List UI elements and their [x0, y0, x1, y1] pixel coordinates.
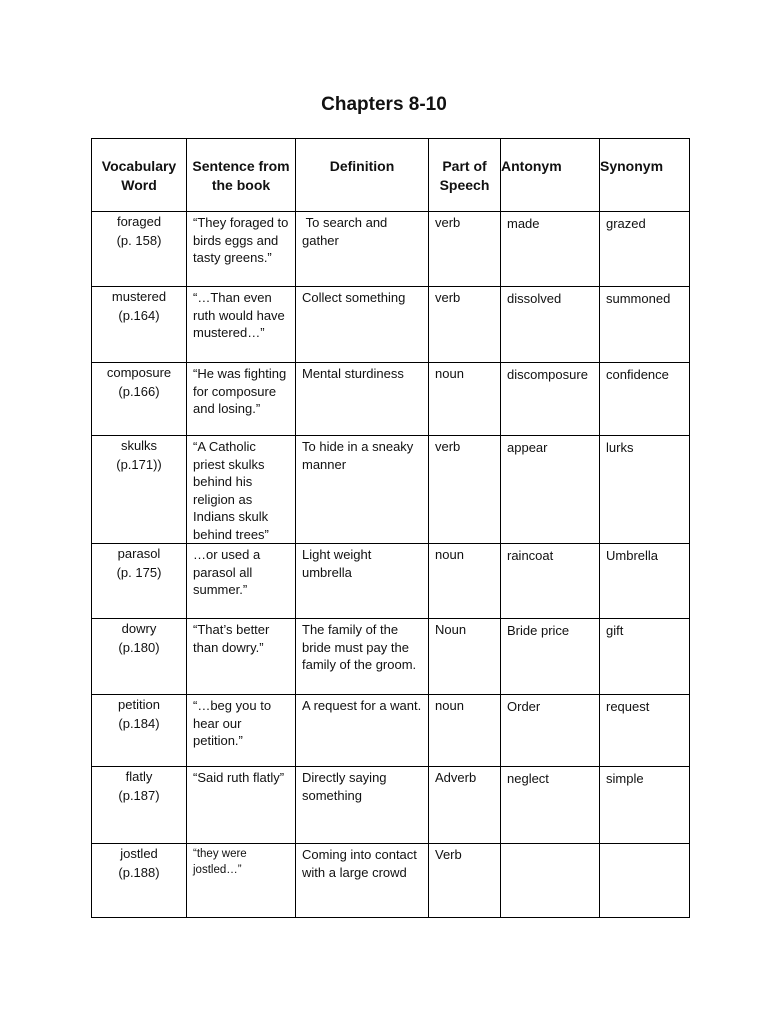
definition-cell: Directly saying something — [296, 767, 429, 844]
page-reference: (p.188) — [118, 865, 160, 880]
definition-cell: Light weight umbrella — [296, 544, 429, 619]
definition-cell: Mental sturdiness — [296, 363, 429, 436]
header-vocabulary-word: Vocabulary Word — [92, 139, 187, 212]
table-row — [92, 436, 690, 544]
part-of-speech-cell: verb — [429, 287, 501, 363]
vocabulary-word-cell — [92, 767, 187, 844]
header-sentence: Sentence from the book — [187, 139, 296, 212]
vocabulary-word: composure — [106, 365, 172, 380]
page-reference: (p.166) — [118, 384, 160, 399]
synonym-cell: summoned — [600, 287, 690, 363]
header-definition: Definition — [296, 139, 429, 212]
definition-cell: The family of the bride must pay the family of the groom. — [296, 619, 429, 695]
vocabulary-word: mustered — [111, 289, 167, 304]
definition-cell: To hide in a sneaky manner — [296, 436, 429, 544]
sentence-cell: “…Than even ruth would have mustered…” — [187, 287, 296, 363]
definition-cell: A request for a want. — [296, 695, 429, 767]
part-of-speech-cell: noun — [429, 695, 501, 767]
vocabulary-word: parasol — [117, 546, 161, 561]
sentence-cell: “Said ruth flatly” — [187, 767, 296, 844]
table-row — [92, 363, 690, 436]
sentence-cell: …or used a parasol all summer.” — [187, 544, 296, 619]
page-reference: (p.180) — [118, 640, 160, 655]
antonym-cell: neglect — [501, 767, 600, 844]
sentence-cell: “They foraged to birds eggs and tasty greens.” — [187, 212, 296, 287]
synonym-cell: lurks — [600, 436, 690, 544]
synonym-cell: Umbrella — [600, 544, 690, 619]
table-row — [92, 695, 690, 767]
vocabulary-word-cell — [92, 212, 187, 287]
vocabulary-table — [91, 138, 690, 918]
vocabulary-word-cell — [92, 363, 187, 436]
synonym-cell — [600, 844, 690, 918]
vocabulary-word-cell — [92, 287, 187, 363]
antonym-cell: made — [501, 212, 600, 287]
sentence-cell: “That’s better than dowry.” — [187, 619, 296, 695]
vocabulary-word-cell — [92, 695, 187, 767]
table-row — [92, 844, 690, 918]
vocabulary-word: dowry — [121, 621, 157, 636]
antonym-cell: dissolved — [501, 287, 600, 363]
antonym-cell: appear — [501, 436, 600, 544]
synonym-cell: confidence — [600, 363, 690, 436]
vocabulary-word: foraged — [116, 214, 162, 229]
table-row — [92, 544, 690, 619]
sentence-cell: “…beg you to hear our petition.” — [187, 695, 296, 767]
vocabulary-word: skulks — [120, 438, 158, 453]
header-part-of-speech: Part of Speech — [429, 139, 501, 212]
antonym-cell: Bride price — [501, 619, 600, 695]
synonym-cell: grazed — [600, 212, 690, 287]
synonym-cell: request — [600, 695, 690, 767]
vocabulary-word-cell — [92, 619, 187, 695]
vocabulary-word: flatly — [125, 769, 153, 784]
page-reference: (p. 158) — [116, 233, 162, 248]
sentence-cell: “A Catholic priest skulks behind his religion as Indians skulk behind trees” — [187, 436, 296, 544]
page-reference: (p.184) — [118, 716, 160, 731]
table-row — [92, 212, 690, 287]
vocabulary-word: petition — [118, 697, 160, 712]
part-of-speech-cell: verb — [429, 436, 501, 544]
page-title: Chapters 8-10 — [321, 94, 447, 115]
vocabulary-word-cell — [92, 544, 187, 619]
part-of-speech-cell: noun — [429, 544, 501, 619]
vocabulary-word-cell — [92, 436, 187, 544]
page-reference: (p. 175) — [116, 565, 162, 580]
antonym-cell — [501, 844, 600, 918]
vocabulary-word-cell — [92, 844, 187, 918]
definition-cell: Coming into contact with a large crowd — [296, 844, 429, 918]
sentence-cell: “He was fighting for composure and losing.” — [187, 363, 296, 436]
page-reference: (p.171)) — [116, 457, 162, 472]
page-reference: (p.164) — [118, 308, 160, 323]
part-of-speech-cell: noun — [429, 363, 501, 436]
synonym-cell: gift — [600, 619, 690, 695]
part-of-speech-cell: Adverb — [429, 767, 501, 844]
part-of-speech-cell: Noun — [429, 619, 501, 695]
table-row — [92, 287, 690, 363]
synonym-cell: simple — [600, 767, 690, 844]
definition-cell: To search and gather — [296, 212, 429, 287]
header-synonym: Synonym — [600, 139, 690, 212]
header-antonym: Antonym — [501, 139, 600, 212]
table-header-row — [92, 139, 690, 212]
table-row — [92, 767, 690, 844]
vocabulary-word: jostled — [120, 846, 158, 861]
definition-cell: Collect something — [296, 287, 429, 363]
antonym-cell: discomposure — [501, 363, 600, 436]
table-row — [92, 619, 690, 695]
antonym-cell: raincoat — [501, 544, 600, 619]
page-reference: (p.187) — [118, 788, 160, 803]
sentence-cell: “they were jostled…” — [187, 844, 296, 918]
antonym-cell: Order — [501, 695, 600, 767]
part-of-speech-cell: Verb — [429, 844, 501, 918]
part-of-speech-cell: verb — [429, 212, 501, 287]
